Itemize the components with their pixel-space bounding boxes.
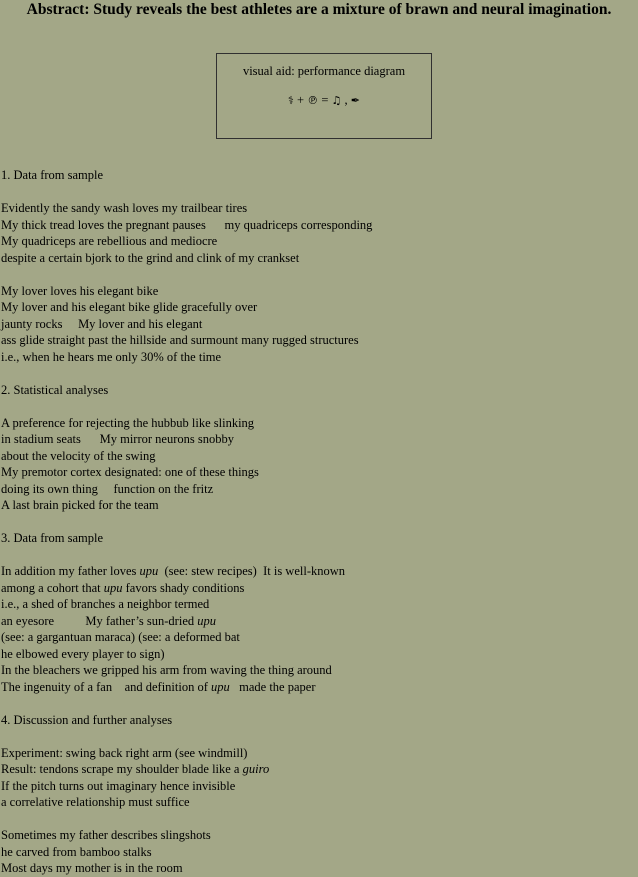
blank-line xyxy=(1,728,637,745)
text-line: Experiment: swing back right arm (see windmill) xyxy=(1,745,248,760)
text-line: (see: a gargantuan maraca) (see: a deformed bat xyxy=(1,630,240,644)
text-run: (see: stew recipes) It is well-known xyxy=(158,564,346,578)
text-line: Most days my mother is in the room xyxy=(1,861,183,875)
text-line: jaunty rocks My lover and his elegant xyxy=(1,316,203,331)
text-line: doing its own thing function on the fritz xyxy=(1,481,214,496)
blank-line xyxy=(1,547,637,564)
comma-sign: , xyxy=(341,92,351,107)
blank-line xyxy=(1,811,637,828)
blank-line xyxy=(1,184,637,201)
visual-aid-box xyxy=(216,53,432,139)
text-run: Result: tendons scrape my shoulder blade like a xyxy=(1,762,243,776)
ear-icon: ℗ xyxy=(307,93,319,107)
text-line: despite a certain bjork to the grind and clink of my crankset xyxy=(1,250,300,265)
text-line: My lover loves his elegant bike xyxy=(1,283,159,298)
text-line xyxy=(1,761,637,778)
text-line: he elbowed every player to sign) xyxy=(1,646,165,661)
text-run: In addition my father loves xyxy=(1,564,140,578)
blank-line xyxy=(1,514,637,531)
italic-word: guiro xyxy=(242,762,270,776)
text-line: Evidently the sandy wash loves my trailbear tires xyxy=(1,201,248,215)
text-run: among a cohort that xyxy=(1,580,104,595)
text-line: My premotor cortex designated: one of these things xyxy=(1,465,259,479)
writing-hand-icon: ✒ xyxy=(350,93,361,107)
text-line: a correlative relationship must suffice xyxy=(1,795,190,809)
text-line: My thick tread loves the pregnant pauses my quadriceps corresponding xyxy=(1,217,373,232)
text-run: made the paper xyxy=(229,679,316,694)
visual-aid-caption: visual aid: performance diagram xyxy=(242,64,406,78)
plus-sign: + xyxy=(293,92,308,107)
text-line: A last brain picked for the team xyxy=(1,498,159,512)
text-line: My quadriceps are rebellious and mediocre xyxy=(1,234,218,248)
equals-sign: = xyxy=(318,92,332,107)
text-line xyxy=(1,613,637,630)
text-line: about the velocity of the swing xyxy=(1,448,156,463)
section-heading: 3. Data from sample xyxy=(1,531,104,545)
italic-word: upu xyxy=(139,564,159,578)
text-line xyxy=(1,580,637,597)
text-line: in stadium seats My mirror neurons snobby xyxy=(1,432,234,446)
blank-line xyxy=(1,266,637,283)
text-line: i.e., when he hears me only 30% of the time xyxy=(1,349,222,364)
text-run: an eyesore My father’s sun-dried xyxy=(1,613,198,628)
blank-line xyxy=(1,398,637,415)
text-run: The ingenuity of a fan and definition of xyxy=(1,679,212,694)
section-heading: 4. Discussion and further analyses xyxy=(1,712,173,727)
page-title: Abstract: Study reveals the best athletes are a mixture of brawn and neural imagination. xyxy=(26,1,612,18)
text-line: A preference for rejecting the hubbub like slinking xyxy=(1,415,255,430)
performance-formula xyxy=(217,92,431,110)
italic-word: upu xyxy=(197,613,216,628)
italic-word: upu xyxy=(103,580,123,595)
text-line xyxy=(1,679,637,696)
caduceus-icon: ⚕ xyxy=(287,93,294,107)
text-line: My lover and his elegant bike glide gracefully over xyxy=(1,300,258,314)
text-line xyxy=(1,563,637,580)
text-line: ass glide straight past the hillside and surmount many rugged structures xyxy=(1,333,359,347)
italic-word: upu xyxy=(211,679,230,694)
text-line: he carved from bamboo stalks xyxy=(1,844,152,859)
blank-line xyxy=(1,365,637,382)
text-line: i.e., a shed of branches a neighbor termed xyxy=(1,597,210,611)
blank-line xyxy=(1,695,637,712)
text-run: favors shady conditions xyxy=(122,580,245,595)
music-note-icon: ♫ xyxy=(331,93,342,107)
section-heading: 1. Data from sample xyxy=(1,168,104,182)
poem-body xyxy=(1,167,637,877)
section-heading: 2. Statistical analyses xyxy=(1,382,109,397)
text-line: In the bleachers we gripped his arm from waving the thing around xyxy=(1,663,332,677)
text-line: If the pitch turns out imaginary hence invisible xyxy=(1,778,236,793)
text-line: Sometimes my father describes slingshots xyxy=(1,828,211,842)
